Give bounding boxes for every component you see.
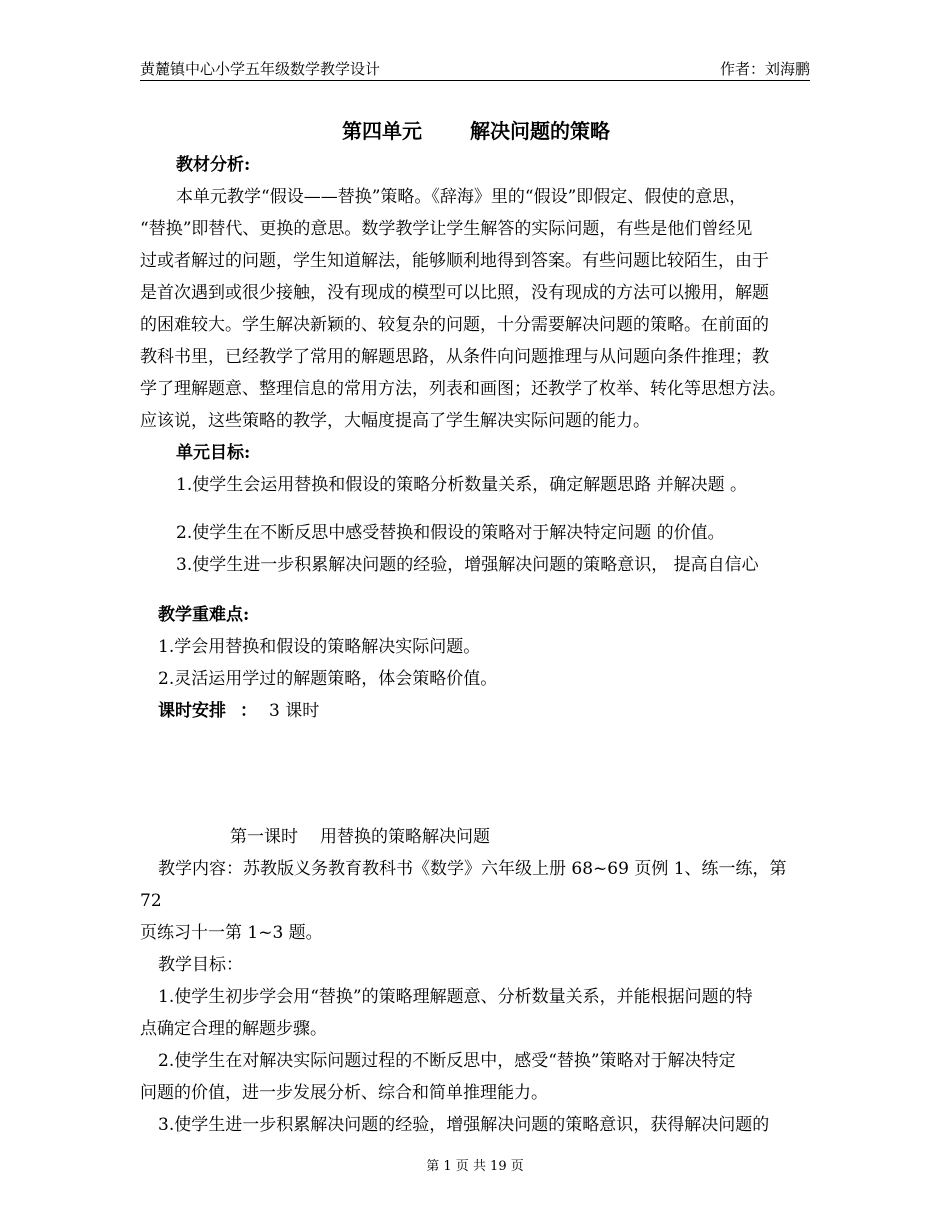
objective-line: 1.使学生初步学会用“替换”的策略理解题意、分析数量关系，并能根据问题的特 [158,987,753,1007]
analysis-line: 应该说，这些策略的教学，大幅度提高了学生解决实际问题的能力。 [140,411,650,431]
analysis-line: 本单元教学“假设——替换”策略。《辞海》里的“假设”即假定、假使的意思， [176,187,747,207]
lesson-number: 第一课时 [230,827,298,847]
header-school-title: 黄麓镇中心小学五年级数学教学设计 [140,60,381,78]
objective-line: 点确定合理的解题步骤。 [140,1019,327,1039]
schedule-value: 3 课时 [269,701,320,721]
lesson-content-line: 教学内容：苏教版义务教育教科书《数学》六年级上册 68~69 页例 1、练一练，第 72 [140,859,787,911]
analysis-heading: 教材分析: [176,155,251,175]
lesson-topic: 用替换的策略解决问题 [320,827,490,847]
analysis-line: 过或者解过的问题，学生知道解法，能够顺利地得到答案。有些问题比较陌生，由于 [140,251,769,271]
lesson-content-line: 页练习十一第 1~3 题。 [140,923,323,943]
analysis-line: 教科书里，已经教学了常用的解题思路，从条件向问题推理与从问题向条件推理；教 [140,347,769,367]
lesson-title [140,821,812,853]
goal-item: 3.使学生进一步积累解决问题的经验，增强解决问题的策略意识， 提高自信心 [176,555,759,575]
page-footer: 第 1 页 共 19 页 [426,1159,524,1174]
keypoints-heading: 教学重难点: [158,605,250,625]
analysis-line: “替换”即替代、更换的意思。数学教学让学生解答的实际问题，有些是他们曾经见 [140,219,753,239]
goal-item: 2.使学生在不断反思中感受替换和假设的策略对于解决特定问题 的价值。 [176,523,725,543]
keypoint-item: 2.灵活运用学过的解题策略，体会策略价值。 [158,669,498,689]
page-title [140,113,812,149]
goal-item: 1.使学生会运用替换和假设的策略分析数量关系，确定解题思路 并解决题 。 [176,475,748,495]
analysis-line: 是首次遇到或很少接触，没有现成的模型可以比照，没有现成的方法可以搬用，解题 [140,283,769,303]
schedule-line [140,695,812,727]
keypoint-item: 1.学会用替换和假设的策略解决实际问题。 [158,637,481,657]
schedule-separator: ： [240,701,257,721]
analysis-line: 学了理解题意、整理信息的常用方法，列表和画图；还教学了枚举、转化等思想方法。 [140,379,786,399]
analysis-line: 的困难较大。学生解决新颖的、较复杂的问题，十分需要解决问题的策略。在前面的 [140,315,769,335]
unit-name: 解决问题的策略 [470,119,610,143]
objective-line: 问题的价值，进一步发展分析、综合和简单推理能力。 [140,1083,548,1103]
page-header [140,58,810,81]
objective-line: 2.使学生在对解决实际问题过程的不断反思中，感受“替换”策略对于解决特定 [158,1051,736,1071]
document-body [140,113,812,1141]
objective-line: 3.使学生进一步积累解决问题的经验，增强解决问题的策略意识，获得解决问题的 [158,1115,770,1135]
goals-heading: 单元目标: [176,443,251,463]
schedule-label: 课时安排 [158,701,226,721]
header-author: 作者：刘海鹏 [719,60,810,78]
unit-number: 第四单元 [342,119,422,143]
objectives-heading: 教学目标： [158,955,243,975]
